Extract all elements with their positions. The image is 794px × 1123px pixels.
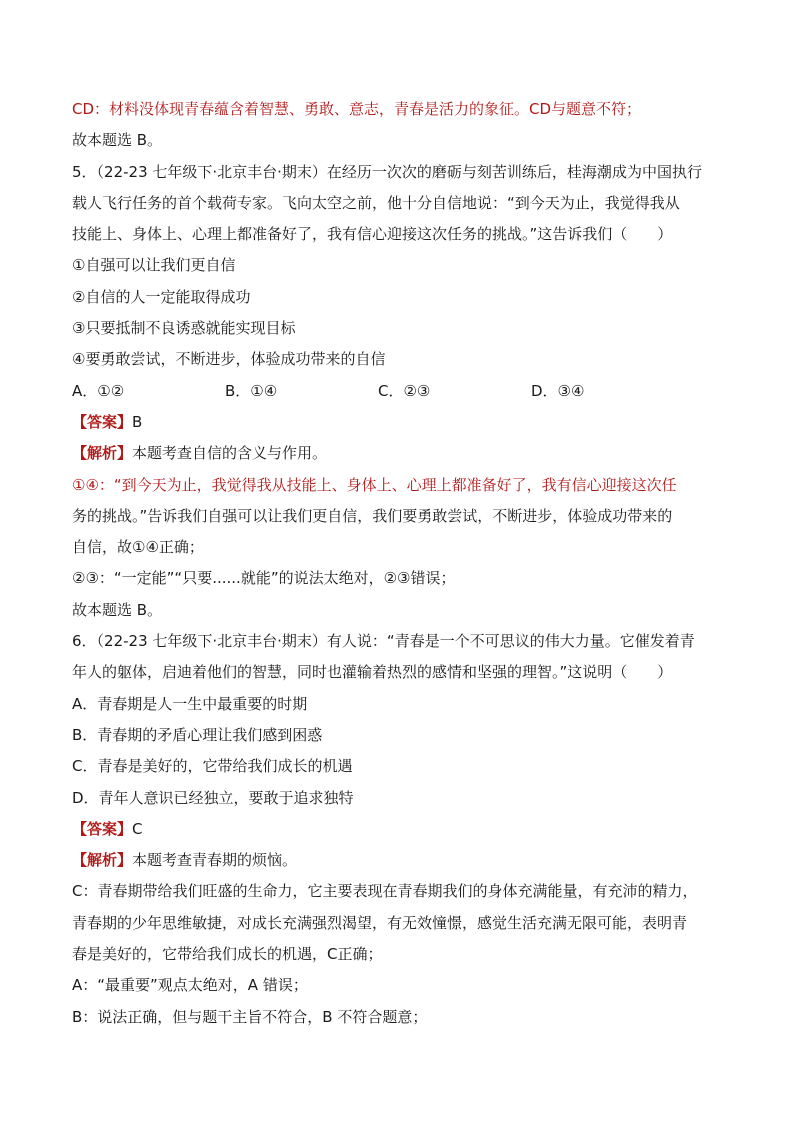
q6-detail-line-5: B：说法正确，但与题干主旨不符合，B 不符合题意； <box>72 1007 428 1026</box>
q5-detail-line-3: 自信，故①④正确； <box>72 538 204 557</box>
q5-option-b: B．①④ <box>225 381 278 400</box>
q5-option-d: D．③④ <box>531 381 585 400</box>
q5-option-a: A．①② <box>72 381 125 400</box>
q5-item-1: ①自强可以让我们更自信 <box>72 256 236 275</box>
conclusion-line: 故本题选 B。 <box>72 131 163 150</box>
q5-stem-line-1: 5．（22-23 七年级下·北京丰台·期末）在经历一次次的磨砺与刻苦训练后，桂海潮成为中国执行 <box>72 162 702 181</box>
q5-option-c: C．②③ <box>378 381 431 400</box>
q6-answer-tag: 【答案】 <box>72 819 133 838</box>
q5-item-4: ④要勇敢尝试，不断进步，体验成功带来的自信 <box>72 350 386 369</box>
q5-conclusion: 故本题选 B。 <box>72 600 163 619</box>
q5-answer-tag: 【答案】 <box>72 412 133 431</box>
q6-detail-line-4: A：“最重要”观点太绝对，A 错误； <box>72 976 308 995</box>
q6-stem-line-2: 年人的躯体，启迪着他们的智慧，同时也灌输着热烈的感情和坚强的理智。”这说明（ ） <box>72 663 673 682</box>
analysis-cd-line: CD：材料没体现青春蕴含着智慧、勇敢、意志，青春是活力的象征。CD与题意不符； <box>72 100 642 118</box>
q5-detail-line-1: ①④：“到今天为止，我觉得我从技能上、身体上、心理上都准备好了，我有信心迎接这次任 <box>72 475 677 494</box>
q6-detail-line-3: 春是美好的，它带给我们成长的机遇，C正确； <box>72 945 383 964</box>
q6-option-a: A．青春期是人一生中最重要的时期 <box>72 694 308 713</box>
document-page <box>72 94 724 1033</box>
q5-detail-line-2: 务的挑战。”告诉我们自强可以让我们更自信，我们要勇敢尝试，不断进步，体验成功带来的 <box>72 506 673 525</box>
q6-answer-value: C <box>132 819 143 838</box>
q5-answer-value: B <box>132 412 143 431</box>
q6-stem-line-1: 6．（22-23 七年级下·北京丰台·期末）有人说：“青春是一个不可思议的伟大力量。它催发着青 <box>72 632 695 651</box>
q5-analysis-line <box>72 438 724 469</box>
q5-analysis-tag: 【解析】 <box>72 444 133 463</box>
q6-analysis-text: 本题考查青春期的烦恼。 <box>132 851 298 870</box>
q5-answer-line <box>72 407 724 438</box>
q5-item-3: ③只要抵制不良诱惑就能实现目标 <box>72 319 296 338</box>
q5-detail-line-4: ②③：“一定能”“只要......就能”的说法太绝对，②③错误； <box>72 569 456 588</box>
q5-stem-line-2: 载人飞行任务的首个载荷专家。飞向太空之前，他十分自信地说：“到今天为止，我觉得我从 <box>72 193 680 212</box>
q6-detail-line-2: 青春期的少年思维敏捷，对成长充满强烈渴望，有无效憧憬，感觉生活充满无限可能，表明青 <box>72 913 688 932</box>
q5-stem-line-3: 技能上、身体上、心理上都准备好了，我有信心迎接这次任务的挑战。”这告诉我们（ ） <box>72 225 673 244</box>
q6-option-c: C．青春是美好的，它带给我们成长的机遇 <box>72 757 353 776</box>
q6-option-d: D．青年人意识已经独立，要敢于追求独特 <box>72 788 354 807</box>
q6-detail-line-1: C：青春期带给我们旺盛的生命力，它主要表现在青春期我们的身体充满能量，有充沛的精力， <box>72 882 698 901</box>
q5-item-2: ②自信的人一定能取得成功 <box>72 287 251 306</box>
q5-options-row <box>72 376 724 407</box>
q5-analysis-text: 本题考查自信的含义与作用。 <box>132 444 328 463</box>
q6-option-b: B．青春期的矛盾心理让我们感到困惑 <box>72 725 323 744</box>
q6-analysis-line <box>72 845 724 876</box>
q6-analysis-tag: 【解析】 <box>72 851 133 870</box>
q6-answer-line <box>72 814 724 845</box>
